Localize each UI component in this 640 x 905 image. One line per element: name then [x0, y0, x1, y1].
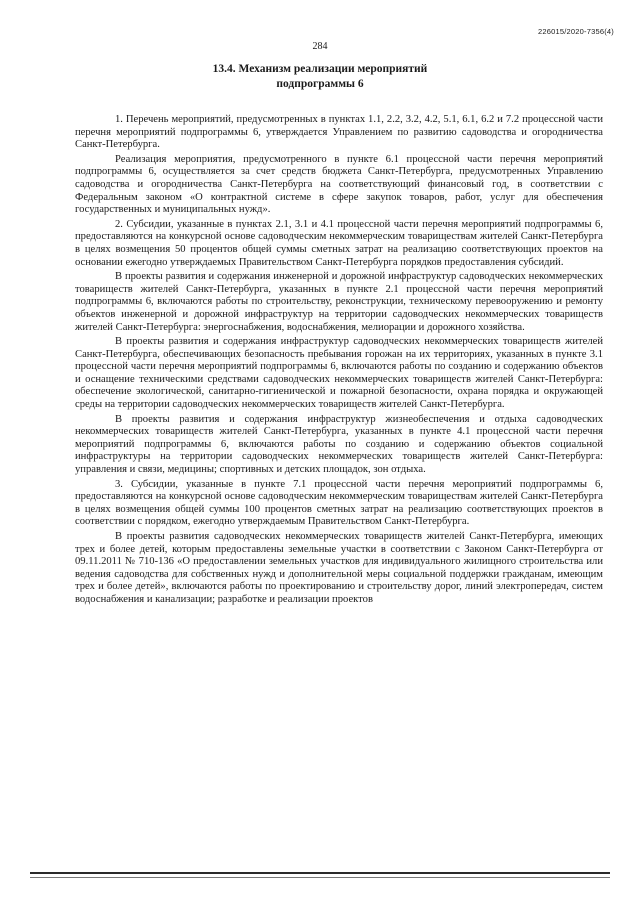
- document-body: [75, 114, 603, 609]
- section-title-line-2: подпрограммы 6: [276, 78, 364, 90]
- paragraph: В проекты развития садоводческих некоммерческих товариществ жителей Санкт-Петербурга, имеющих трех и более детей, которым предоставлены земельные участки в соответствии с Законом Санкт-Петербурга от 09.11.2011 № 710-136 «О предоставлении земельных участков для индивидуального жилищного строительства или ведения садоводства для собственных нужд и дополнительной меры социальной поддержки гражданам, имеющим трех и более детей», включаются работы по проектированию и строительству дорог, линий электропередач, систем водоснабжения и канализации; разработке и реализации проектов: [75, 531, 603, 605]
- paragraph: 1. Перечень мероприятий, предусмотренных в пунктах 1.1, 2.2, 3.2, 4.2, 5.1, 6.1, 6.2 и 7.2 процессной части перечня мероприятий подпрограммы 6, утверждается Управлением по развитию садоводства и огородничества Санкт-Петербурга.: [75, 114, 603, 151]
- paragraph: Реализация мероприятия, предусмотренного в пункте 6.1 процессной части перечня мероприятий подпрограммы 6, осуществляется за счет средств бюджета Санкт-Петербурга, предусмотренных Управлению садоводства и огородничества Санкт-Петербурга на соответствующий финансовый год, в соответствии с Федеральным законом «О контрактной системе в сфере закупок товаров, работ, услуг для обеспечения государственных и муниципальных нужд».: [75, 153, 603, 216]
- section-title-line-1: 13.4. Механизм реализации мероприятий: [212, 63, 428, 75]
- paragraph: В проекты развития и содержания инфраструктур садоводческих некоммерческих товариществ жителей Санкт-Петербурга, обеспечивающих безопасность пребывания горожан на их территориях, указанных в пункте 3.1 процессной части перечня мероприятий подпрограммы 6, включаются работы по созданию и содержанию объектов и оснащение техническими средствами садоводческих некоммерческих товариществ жителей Санкт-Петербурга: обеспечение экологической, санитарно-гигиенической и пожарной безопасности, охрана порядка и окружающей среды на территории садоводческих некоммерческих товариществ жителей Санкт-Петербурга.: [75, 336, 603, 411]
- paragraph: 3. Субсидии, указанные в пункте 7.1 процессной части перечня мероприятий подпрограммы 6, предоставляются на конкурсной основе садоводческим некоммерческим товариществам жителей Санкт-Петербурга в целях возмещения общей суммы 100 процентов сметных затрат на реализацию соответствующих проектов в соответствии с порядком, ежегодно утверждаемым Правительством Санкт-Петербурга.: [75, 478, 603, 528]
- paragraph: В проекты развития и содержания инженерной и дорожной инфраструктур садоводческих некоммерческих товариществ жителей Санкт-Петербурга, указанных в пункте 2.1 процессной части перечня мероприятий подпрограммы 6, включаются работы по строительству, реконструкции, техническому перевооружению и ремонту объектов инженерной и дорожной инфраструктур на территории садоводческих некоммерческих товариществ жителей Санкт-Петербурга: энергоснабжения, водоснабжения, мелиорации и дорожного хозяйства.: [75, 271, 603, 333]
- footer-rule: [30, 872, 610, 874]
- document-code: 226015/2020-7356(4): [538, 27, 614, 36]
- paragraph: 2. Субсидии, указанные в пунктах 2.1, 3.1 и 4.1 процессной части перечня мероприятий подпрограммы 6, предоставляются на конкурсной основе садоводческим некоммерческим товариществам жителей Санкт-Петербурга в целях возмещения 50 процентов общей суммы сметных затрат на реализацию соответствующих проектов на основании ежегодно утверждаемых Правительством Санкт-Петербурга порядков предоставления субсидий.: [75, 218, 603, 268]
- page-number: 284: [312, 41, 328, 52]
- paragraph: В проекты развития и содержания инфраструктур жизнеобеспечения и отдыха садоводческих некоммерческих товариществ жителей Санкт-Петербурга, указанных в пункте 4.1 процессной части перечня мероприятий подпрограммы 6, включаются работы по созданию и содержанию объектов социальной инфраструктуры на территории садоводческих некоммерческих товариществ жителей Санкт-Петербурга: управления и связи, медицины; спортивных и детских площадок, зон отдыха.: [75, 413, 603, 476]
- footer-rule-thin: [30, 877, 610, 878]
- section-title: [0, 62, 640, 92]
